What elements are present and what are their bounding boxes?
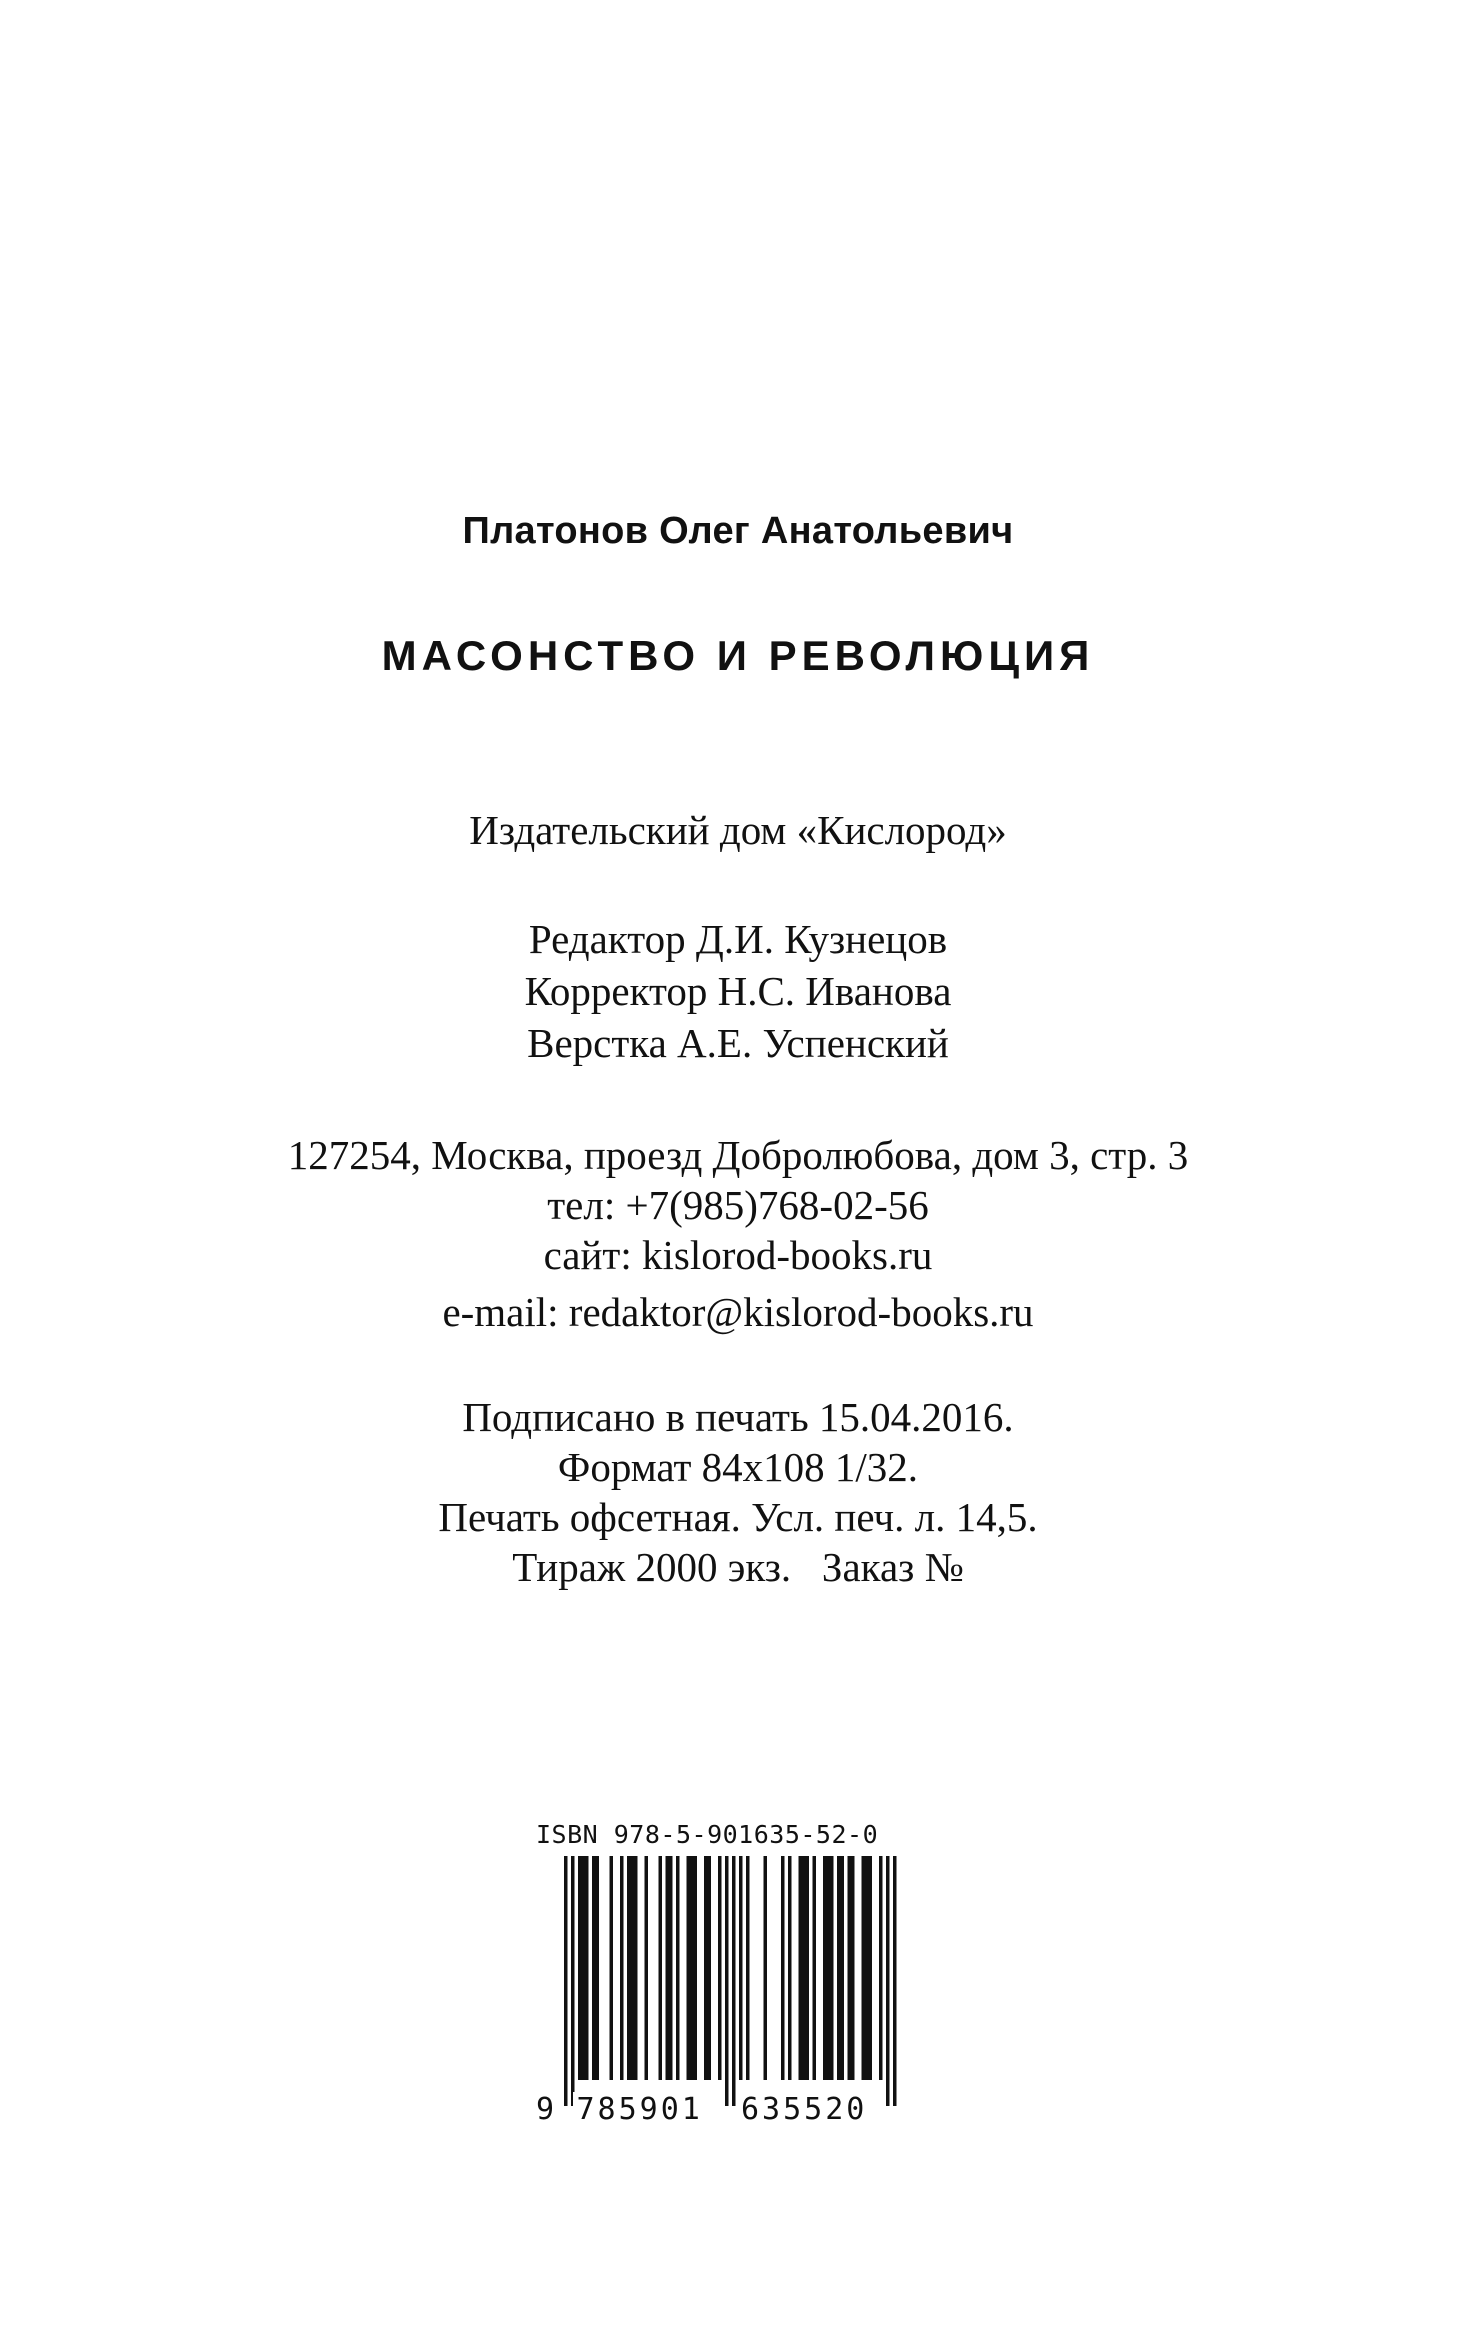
barcode-bar (788, 1856, 792, 2080)
print-type-line: Печать офсетная. Усл. печ. л. 14,5. (438, 1494, 1038, 1540)
editor-line: Редактор Д.И. Кузнецов (528, 916, 948, 962)
barcode-guard-bar (893, 1856, 897, 2106)
email-line: e-mail: redaktor@kislorod-books.ru (442, 1289, 1034, 1335)
isbn-label: ISBN 978-5-901635-52-0 (536, 1820, 879, 1849)
barcode-bar (659, 1856, 663, 2080)
barcode-bar (739, 1856, 743, 2080)
barcode-bars (536, 1856, 908, 2116)
barcode-guard-bar (564, 1856, 568, 2106)
barcode-bar (687, 1856, 698, 2080)
barcode-bar (610, 1856, 614, 2080)
barcode-digits-left: 785901 (573, 2092, 707, 2128)
barcode-bar (666, 1856, 673, 2080)
staff-block (0, 913, 1476, 1069)
barcode-bar (620, 1856, 624, 2080)
barcode-guard-bar (571, 1856, 575, 2106)
barcode-bar (718, 1856, 722, 2080)
barcode-bar (676, 1856, 680, 2080)
barcode-guard-bar (732, 1856, 736, 2106)
book-title: МАСОНСТВО И РЕВОЛЮЦИЯ (381, 632, 1095, 679)
barcode-bar (823, 1856, 834, 2080)
barcode-bar (627, 1856, 638, 2080)
barcode-bar (645, 1856, 649, 2080)
run-line: Тираж 2000 экз. Заказ № (512, 1544, 964, 1590)
layout-line: Верстка А.Е. Успенский (527, 1020, 949, 1066)
proofreader-line: Корректор Н.С. Иванова (524, 968, 952, 1014)
site-line: сайт: kislorod-books.ru (543, 1232, 933, 1278)
barcode-bar (813, 1856, 817, 2080)
barcode-bar (764, 1856, 768, 2080)
barcode-bar (862, 1856, 873, 2080)
barcode-bar (879, 1856, 883, 2080)
barcode-digits-right: 635520 (737, 2092, 871, 2128)
isbn-barcode (536, 1818, 908, 2128)
phone-line: тел: +7(985)768-02-56 (547, 1182, 929, 1228)
barcode-guard-bar (886, 1856, 890, 2106)
barcode-bar (578, 1856, 589, 2080)
barcode-bar (799, 1856, 810, 2080)
signed-line: Подписано в печать 15.04.2016. (462, 1394, 1014, 1440)
author-name: Платонов Олег Анатольевич (462, 510, 1014, 552)
barcode-bar (781, 1856, 785, 2080)
barcode-bar (746, 1856, 750, 2080)
printing-block (0, 1392, 1476, 1592)
barcode-bar (592, 1856, 599, 2080)
barcode-bar (704, 1856, 711, 2080)
address-line: 127254, Москва, проезд Добролюбова, дом 3, стр. 3 (287, 1132, 1189, 1178)
publisher-block (0, 804, 1476, 856)
contacts-block (0, 1130, 1476, 1337)
barcode-bar (837, 1856, 844, 2080)
barcode-digits (536, 2092, 908, 2128)
publisher-name: Издательский дом «Кислород» (469, 807, 1007, 853)
barcode-guard-bar (725, 1856, 729, 2106)
barcode-bar (848, 1856, 855, 2080)
format-line: Формат 84x108 1/32. (557, 1444, 919, 1490)
barcode-digit-first: 9 (536, 2092, 555, 2127)
